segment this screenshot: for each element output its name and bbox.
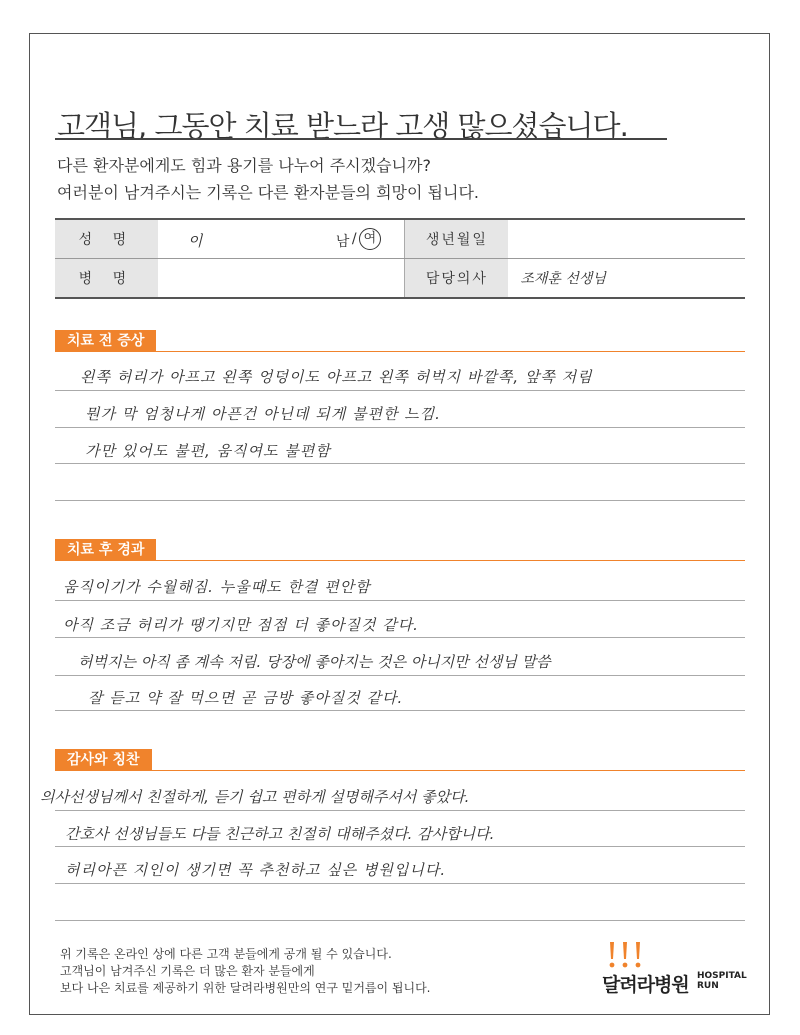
- logo-sub-1: HOSPITAL: [697, 971, 747, 981]
- doctor-label: 담당의사: [405, 259, 508, 299]
- writing-line: [55, 500, 745, 501]
- writing-line: [55, 675, 745, 676]
- doctor-value: 조재훈 선생님: [520, 271, 606, 287]
- before-line-1: 왼쪽 허리가 아프고 왼쪽 엉덩이도 아프고 왼쪽 허벅지 바깥쪽, 앞쪽 저림: [80, 368, 593, 386]
- after-line-3: 허벅지는 아직 좀 계속 저림. 당장에 좋아지는 것은 아니지만 선생님 말씀: [78, 653, 551, 671]
- birth-field[interactable]: [508, 219, 745, 259]
- hospital-logo-name: 달려라병원: [602, 974, 689, 996]
- after-line-4: 잘 듣고 약 잘 먹으면 곧 금방 좋아질것 같다.: [88, 689, 404, 707]
- name-label: 성 명: [55, 219, 158, 259]
- disease-field[interactable]: [158, 259, 405, 299]
- disease-label: 병 명: [55, 259, 158, 299]
- writing-line: [55, 883, 745, 884]
- thanks-line-2: 간호사 선생님들도 다들 친근하고 친절히 대해주셨다. 감사합니다.: [65, 825, 495, 843]
- writing-line: [55, 810, 745, 811]
- hospital-logo-sub: [697, 971, 747, 991]
- doctor-field[interactable]: [508, 259, 745, 299]
- section-thanks-label: 감사와 칭찬: [55, 749, 152, 771]
- section-before-label: 치료 전 증상: [55, 330, 156, 352]
- before-line-3: 가만 있어도 불편, 움직여도 불편함: [85, 442, 331, 460]
- thanks-line-3: 허리아픈 지인이 생기면 꼭 추천하고 싶은 병원입니다.: [65, 861, 447, 879]
- after-line-1: 움직이기가 수월해짐. 누울때도 한결 편안함: [63, 578, 371, 596]
- patient-info-table: [55, 218, 745, 299]
- intro-line-2: 여러분이 남겨주시는 기록은 다른 환자분들의 희망이 됩니다.: [57, 183, 480, 202]
- name-value: 이: [187, 232, 203, 250]
- gender-male[interactable]: 남: [335, 234, 350, 250]
- before-line-2: 뭔가 막 엄청나게 아픈건 아닌데 되게 불편한 느낌.: [85, 405, 441, 423]
- writing-line: [55, 600, 745, 601]
- writing-line: [55, 463, 745, 464]
- thanks-line-1: 의사선생님께서 친절하게, 듣기 쉽고 편하게 설명해주셔서 좋았다.: [40, 788, 470, 806]
- footer-line-2: 고객님이 남겨주신 기록은 더 많은 환자 분들에게: [60, 964, 315, 978]
- writing-line: [55, 390, 745, 391]
- section-thanks-rule: [55, 770, 745, 771]
- section-after-label: 치료 후 경과: [55, 539, 156, 561]
- section-before-rule: [55, 351, 745, 352]
- after-line-2: 아직 조금 허리가 땡기지만 점점 더 좋아질것 같다.: [63, 616, 419, 634]
- writing-line: [55, 710, 745, 711]
- logo-sub-2: RUN: [697, 981, 719, 991]
- writing-line: [55, 637, 745, 638]
- footer-line-1: 위 기록은 온라인 상에 다른 고객 분들에게 공개 될 수 있습니다.: [60, 947, 392, 961]
- three-exclamation-icon: [605, 940, 645, 970]
- section-after-rule: [55, 560, 745, 561]
- title-underline: [55, 138, 667, 140]
- gender-female[interactable]: 여: [359, 228, 381, 250]
- birth-label: 생년월일: [405, 219, 508, 259]
- footer-line-3: 보다 나은 치료를 제공하기 위한 달려라병원만의 연구 밑거름이 됩니다.: [60, 981, 431, 995]
- intro-line-1: 다른 환자분에게도 힘과 용기를 나누어 주시겠습니까?: [57, 156, 431, 175]
- name-field[interactable]: [158, 219, 405, 259]
- page-title: 고객님, 그동안 치료 받느라 고생 많으셨습니다.: [57, 109, 628, 143]
- writing-line: [55, 920, 745, 921]
- writing-line: [55, 427, 745, 428]
- writing-line: [55, 846, 745, 847]
- gender-separator: /: [351, 231, 357, 247]
